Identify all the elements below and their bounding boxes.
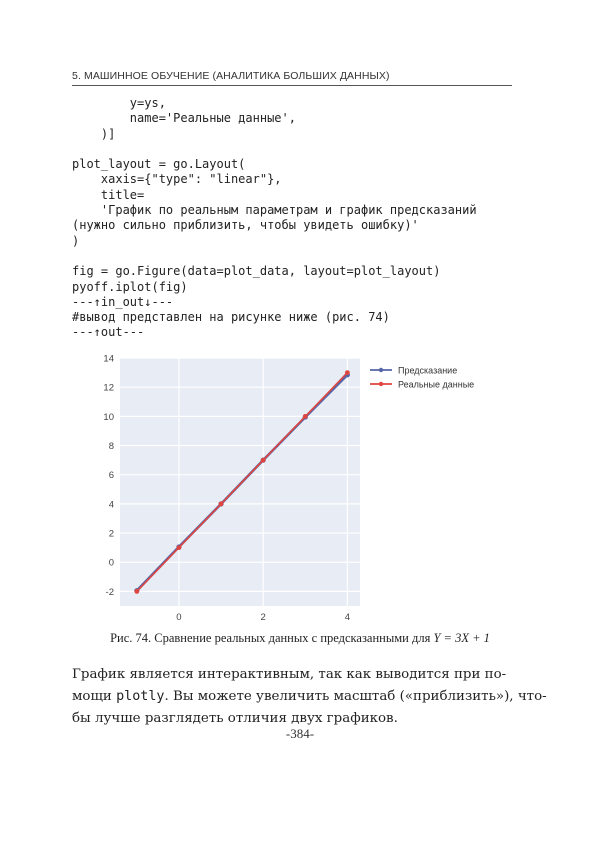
- x-tick-label: 0: [176, 612, 182, 622]
- y-tick-label: 4: [108, 499, 114, 511]
- code-block: [72, 96, 512, 341]
- code-line: #вывод представлен на рисунке ниже (рис. 74): [72, 310, 390, 325]
- legend-label: Предсказание: [398, 365, 458, 376]
- y-tick-label: 0: [108, 557, 114, 569]
- code-line: [72, 142, 512, 157]
- code-line: pyoff.iplot(fig): [72, 279, 188, 294]
- code-line: )]: [72, 126, 116, 141]
- figure-caption: [0, 631, 600, 646]
- code-line: xaxis={"type": "linear"},: [72, 172, 282, 187]
- data-point-series-2: [219, 501, 224, 506]
- data-point-series-2: [134, 589, 139, 594]
- code-line: (нужно сильно приблизить, чтобы увидеть ошибку)': [72, 218, 419, 233]
- data-point-series-2: [177, 545, 182, 550]
- x-tick-label: 2: [260, 612, 266, 622]
- y-tick-label: 8: [108, 441, 114, 453]
- code-line: name='Реальные данные',: [72, 111, 296, 126]
- chart-container: [92, 352, 510, 622]
- y-tick-label: 14: [103, 353, 114, 365]
- page-header: 5. МАШИННОЕ ОБУЧЕНИЕ (АНАЛИТИКА БОЛЬШИХ ДАННЫХ): [72, 70, 512, 86]
- page-number: -384-: [285, 726, 315, 741]
- caption-formula: Y = 3X + 1: [433, 631, 490, 645]
- legend-label: Реальные данные: [398, 379, 475, 390]
- plot-background: [120, 358, 360, 606]
- body-paragraph: [72, 664, 547, 730]
- y-tick-label: 6: [108, 470, 114, 482]
- paragraph-line-2: [72, 686, 547, 708]
- data-point-series-2: [303, 414, 308, 419]
- code-line: 'График по реальным параметрам и график предсказаний: [72, 203, 477, 218]
- code-line: ---↑out---: [72, 325, 145, 340]
- y-tick-label: 2: [108, 528, 114, 540]
- line-chart: [92, 352, 510, 622]
- code-line: fig = go.Figure(data=plot_data, layout=plot_layout): [72, 264, 441, 279]
- data-point-series-2: [261, 458, 266, 463]
- y-tick-label: 10: [103, 411, 114, 423]
- y-tick-label: -2: [105, 586, 114, 598]
- paragraph-line-2-start: мощи: [72, 689, 117, 704]
- code-line: y=ys,: [72, 96, 166, 110]
- paragraph-line-2-end: . Вы можете увеличить масштаб («приблизить»), что-: [164, 689, 547, 704]
- paragraph-line-3: бы лучше разглядеть отличия двух графиков.: [72, 711, 398, 726]
- legend-swatch-marker: [379, 368, 383, 372]
- paragraph-line-1: График является интерактивным, так как выводится при по-: [72, 667, 507, 682]
- code-line: title=: [72, 187, 145, 202]
- inline-code-plotly: plotly: [116, 689, 165, 704]
- x-tick-label: 4: [344, 612, 351, 622]
- code-line: plot_layout = go.Layout(: [72, 157, 246, 172]
- data-point-series-2: [345, 370, 350, 375]
- legend-swatch-marker: [379, 382, 383, 386]
- caption-text: Рис. 74. Сравнение реальных данных с предсказанными для: [110, 631, 434, 645]
- y-tick-label: 12: [103, 382, 114, 394]
- code-line: [72, 249, 512, 264]
- code-line: ): [72, 233, 80, 248]
- code-line: ---↑in_out↓---: [72, 294, 174, 309]
